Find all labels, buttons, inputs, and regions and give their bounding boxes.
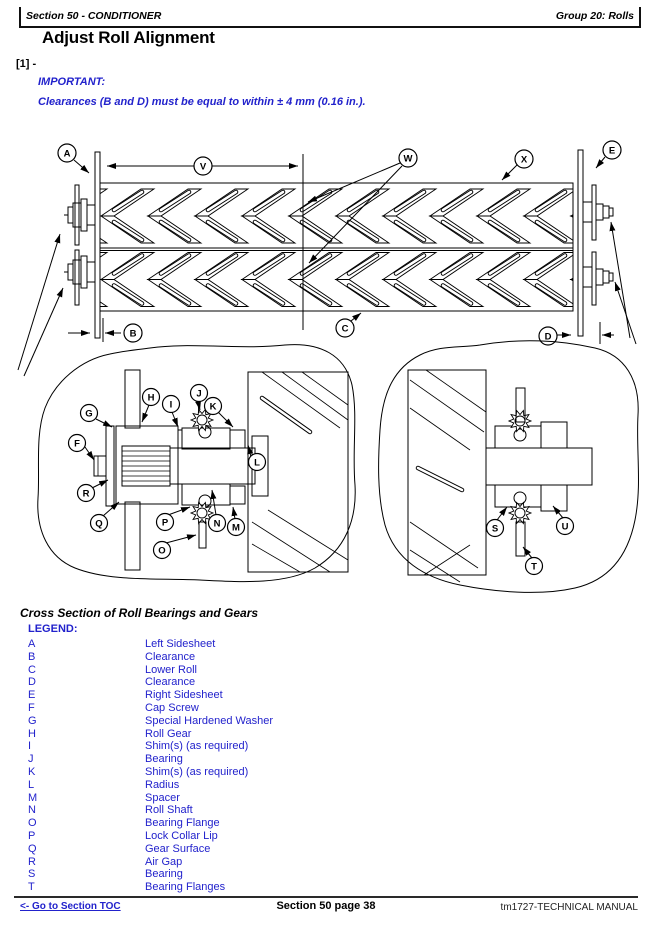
callout-J <box>191 385 208 402</box>
svg-text:E: E <box>608 145 616 157</box>
legend-row: K Shim(s) (as required) <box>28 765 249 778</box>
svg-text:L: L <box>254 457 260 469</box>
callout-P <box>157 514 174 531</box>
right-bolt-lower <box>583 267 613 287</box>
svg-text:C: C <box>341 323 349 335</box>
legend-row: N Roll Shaft <box>28 804 193 817</box>
page-header <box>19 7 641 28</box>
legend-row: R Air Gap <box>28 855 183 868</box>
callout-H <box>143 389 160 406</box>
important-text: Clearances (B and D) must be equal to within ± 4 mm (0.16 in.). <box>38 96 366 108</box>
legend-row: S Bearing <box>28 868 183 881</box>
svg-text:N: N <box>213 518 221 530</box>
callout-Q <box>91 515 108 532</box>
legend-row: O Bearing Flange <box>28 817 220 830</box>
callout-U <box>557 518 574 535</box>
callout-K <box>205 398 222 415</box>
callout-G <box>81 405 98 422</box>
figure-svg <box>0 130 652 600</box>
svg-text:R: R <box>82 488 90 500</box>
legend-label: LEGEND: <box>28 623 78 635</box>
legend <box>28 623 628 894</box>
callout-L <box>249 454 266 471</box>
legend-row: P Lock Collar Lip <box>28 829 218 842</box>
legend-row: D Clearance <box>28 676 196 689</box>
left-detail-blob <box>38 345 355 582</box>
callout-N <box>209 515 226 532</box>
footer-page-label: Section 50 page 38 <box>276 900 376 912</box>
legend-row: A Left Sidesheet <box>28 638 216 650</box>
right-bolt-upper <box>583 202 613 222</box>
svg-text:O: O <box>158 545 166 557</box>
svg-text:A: A <box>63 148 71 160</box>
legend-row: M Spacer <box>28 791 180 804</box>
callout-V <box>194 157 212 175</box>
lower-roll <box>100 248 573 311</box>
legend-row: I Shim(s) (as required) <box>28 740 249 753</box>
callout-O <box>154 542 171 559</box>
footer-rule <box>14 896 638 898</box>
svg-text:J: J <box>196 388 202 400</box>
callout-X <box>515 150 533 168</box>
svg-text:I: I <box>169 399 173 411</box>
callout-B <box>124 324 142 342</box>
svg-text:U: U <box>561 521 569 533</box>
svg-text:T: T <box>531 561 537 573</box>
page-title: Adjust Roll Alignment <box>42 28 215 47</box>
svg-text:B: B <box>129 328 137 340</box>
callout-E <box>603 141 621 159</box>
right-sidesheet <box>578 150 613 336</box>
callout-M <box>228 519 245 536</box>
legend-row: T Bearing Flanges <box>28 881 226 894</box>
right-detail-blob <box>379 341 639 593</box>
figure <box>0 130 652 600</box>
figure-caption: Cross Section of Roll Bearings and Gears <box>20 606 259 620</box>
legend-row: F Cap Screw <box>28 701 199 714</box>
legend-row: G Special Hardened Washer <box>28 714 273 727</box>
svg-text:S: S <box>491 523 499 535</box>
svg-text:Q: Q <box>95 518 103 530</box>
legend-row: L Radius <box>28 778 180 791</box>
header-group-label: Group 20: Rolls <box>555 10 634 22</box>
svg-text:V: V <box>199 161 207 173</box>
legend-row: E Right Sidesheet <box>28 689 223 702</box>
legend-row: C Lower Roll <box>28 663 197 676</box>
footer-manual-label: tm1727-TECHNICAL MANUAL <box>500 902 638 913</box>
callout-F <box>69 435 86 452</box>
legend-row: J Bearing <box>28 753 183 766</box>
svg-text:D: D <box>544 331 552 343</box>
svg-text:M: M <box>232 522 240 534</box>
svg-text:P: P <box>161 517 169 529</box>
left-sidesheet <box>64 152 100 338</box>
callout-A <box>58 144 76 162</box>
go-to-section-toc-link[interactable]: <- Go to Section TOC <box>20 901 121 912</box>
svg-text:G: G <box>85 408 93 420</box>
legend-row: H Roll Gear <box>28 727 192 740</box>
svg-text:W: W <box>403 153 413 165</box>
callout-R <box>78 485 95 502</box>
callout-W <box>399 149 417 167</box>
callout-T <box>526 558 543 575</box>
header-section-label: Section 50 - CONDITIONER <box>26 10 162 22</box>
callout-D <box>539 327 557 345</box>
svg-text:F: F <box>74 438 80 450</box>
svg-text:X: X <box>520 154 528 166</box>
callout-I <box>163 396 180 413</box>
svg-text:K: K <box>209 401 217 413</box>
svg-text:H: H <box>147 392 155 404</box>
legend-row: Q Gear Surface <box>28 842 211 855</box>
callout-S <box>487 520 504 537</box>
upper-roll <box>100 183 573 248</box>
callout-C <box>336 319 354 337</box>
step-number: [1] - <box>16 58 37 70</box>
important-label: IMPORTANT: <box>38 76 106 88</box>
legend-row: B Clearance <box>28 650 196 663</box>
